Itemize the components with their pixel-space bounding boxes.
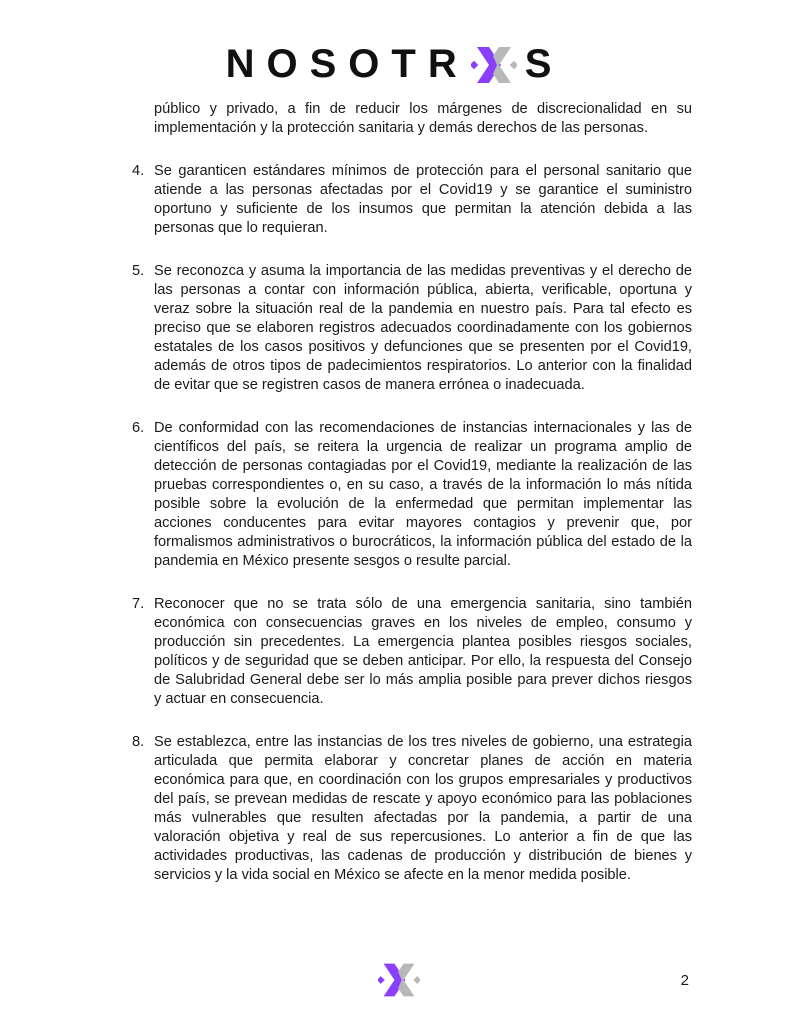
list-item xyxy=(132,733,692,885)
header xyxy=(0,42,789,87)
list-item xyxy=(132,595,692,709)
continuation-paragraph: público y privado, a fin de reducir los márgenes de discrecionalidad en su implementación y la protección sanitaria y demás derechos de las personas. xyxy=(154,101,692,136)
list-item-text: Reconocer que no se trata sólo de una emergencia sanitaria, sino también económica con consecuencias graves en los niveles de empleo, consumo y producción sin precedentes. La emergencia plantea posibles riesgos sociales, políticos y de seguridad que se deben anticipar. Por ello, la respuesta del Consejo de Salubridad General debe ser lo más amplia posible para prever dichos riesgos y actuar en consecuencia. xyxy=(154,596,692,707)
x-cross-logo-icon xyxy=(471,43,517,87)
list-item xyxy=(132,262,692,395)
document-body xyxy=(132,100,692,909)
logo-text-right: S xyxy=(524,42,564,86)
list-item-text: Se garanticen estándares mínimos de protección para el personal sanitario que atiende a las personas afectadas por el Covid19 y se garantice el suministro oportuno y suficiente de los insumos que permitan la atención debida a las personas que lo requieran. xyxy=(154,163,692,236)
logo-text-left: NOSOTR xyxy=(225,42,469,86)
x-cross-footer-icon xyxy=(378,960,420,1000)
list-item-text: Se establezca, entre las instancias de los tres niveles de gobierno, una estrategia articulada que permita elaborar y concretar planes de acción en materia económica para que, en coordinación con los grupos empresariales y productivos del país, se prevean medidas de rescate y apoyo económico para las poblaciones más vulnerables que resulten afectadas por la pandemia, a partir de una valoración objetiva y real de sus repercusiones. Lo anterior a fin de que las actividades productivas, las cadenas de producción y distribución de bienes y servicios y la vida social en México se afecte en la menor medida posible. xyxy=(154,734,692,883)
list-item-number: 5. xyxy=(132,263,145,279)
list-item-number: 6. xyxy=(132,420,145,436)
list-item xyxy=(132,419,692,571)
page-number: 2 xyxy=(680,972,689,989)
list-item-number: 7. xyxy=(132,596,145,612)
list-item-text: Se reconozca y asuma la importancia de las medidas preventivas y el derecho de las personas a contar con información pública, abierta, verificable, oportuna y veraz sobre la situación real de la pandemia en nuestro país. Para tal efecto es preciso que se elaboren registros adecuados coordinadamente con los gobiernos estatales de los casos positivos y defunciones que se presenten por el Covid19, además de otros tipos de padecimientos respiratorios. Lo anterior con la finalidad de evitar que se registren casos de manera errónea o inadecuada. xyxy=(154,263,692,393)
list-item xyxy=(132,162,692,238)
list-item-number: 8. xyxy=(132,734,145,750)
list-item-text: De conformidad con las recomendaciones de instancias internacionales y las de científicos del país, se reitera la urgencia de realizar un programa amplio de detección de personas contagiadas por el Covid19, mediante la realización de las pruebas correspondientes o, en su caso, a través de la información lo más nítida posible sobre la evolución de la enfermedad que permitan implementar las acciones conducentes para evitar mayores contagios y prevenir que, por formalismos administrativos o burocráticos, la información pública del estado de la pandemia en México presente sesgos o resulte parcial. xyxy=(154,420,692,569)
brand-logo xyxy=(226,42,564,87)
list-item-number: 4. xyxy=(132,163,145,179)
